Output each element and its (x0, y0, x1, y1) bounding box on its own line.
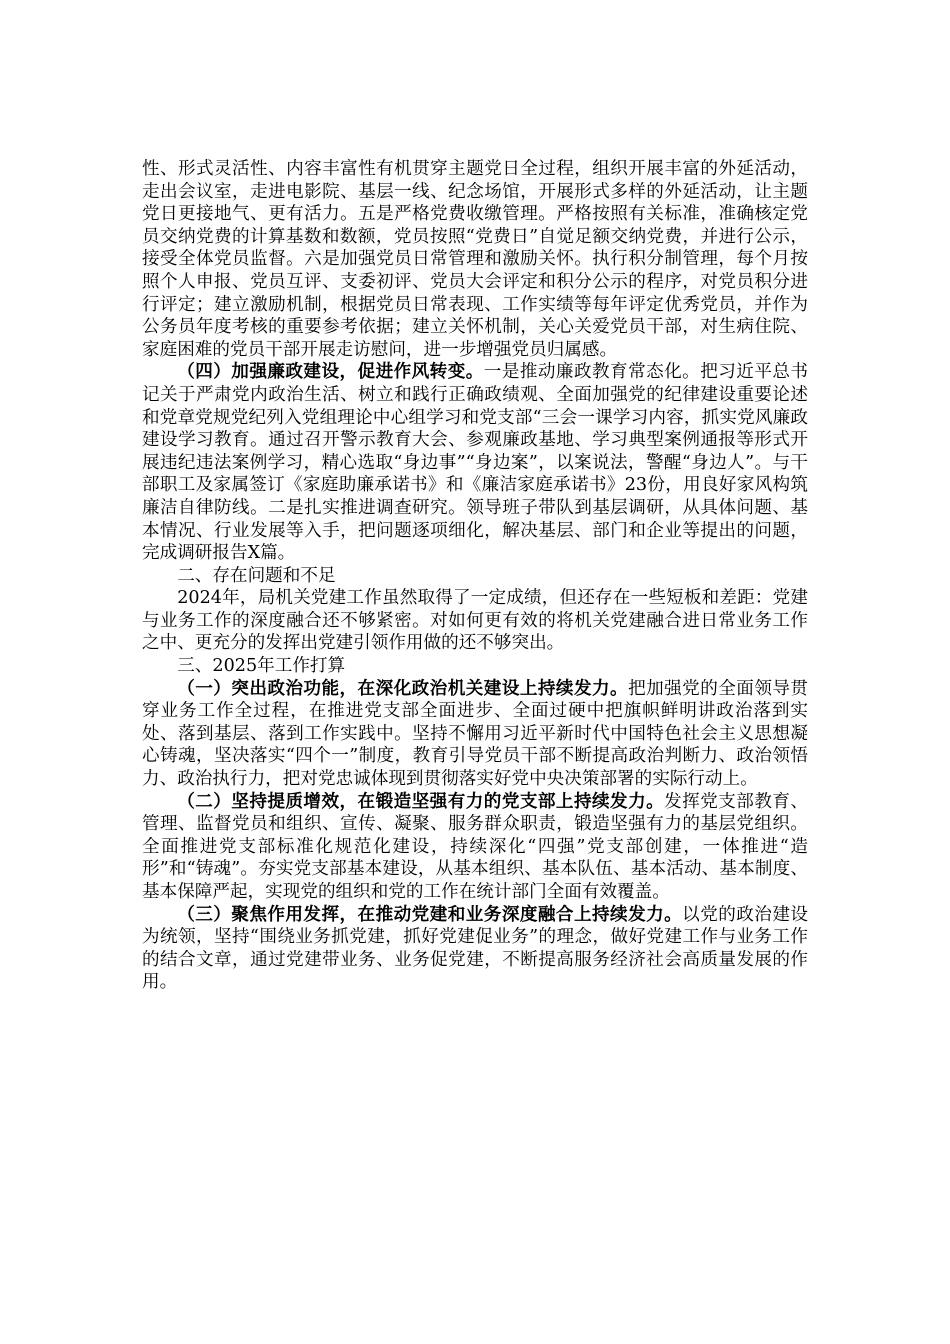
paragraph-section-3-3 (142, 904, 808, 994)
paragraph-text: 性、形式灵活性、内容丰富性有机贯穿主题党日全过程，组织开展丰富的外延活动，走出会议室，走进电影院、基层一线、纪念场馆，开展形式多样的外延活动，让主题党日更接地气、更有活力。五是严格党费收缴管理。严格按照有关标准，准确核定党员交纳党费的计算基数和数额，党员按照“党费日”自觉足额交纳党费，并进行公示，接受全体党员监督。六是加强党员日常管理和激励关怀。执行积分制管理，每个月按照个人申报、党员互评、支委初评、党员大会评定和积分公示的程序，对党员积分进行评定；建立激励机制，根据党员日常表现、工作实绩等每年评定优秀党员，并作为公务员年度考核的重要参考依据；建立关怀机制，关心关爱党员干部，对生病住院、家庭困难的党员干部开展走访慰问，进一步增强党员归属感。 (142, 159, 808, 360)
paragraph-section-1-4 (142, 361, 808, 564)
section-heading-2: 二、存在问题和不足 (177, 565, 336, 586)
document-page (142, 158, 808, 994)
paragraph-lead: （二）坚持提质增效，在锻造坚强有力的党支部上持续发力。 (177, 790, 665, 812)
paragraph-lead: （三）聚焦作用发挥，在推动党建和业务深度融合上持续发力。 (177, 903, 683, 925)
paragraph-text: 发挥党支部教育、管理、监督党员和组织、宣传、凝聚、服务群众职责，锻造坚强有力的基层党组织。全面推进党支部标准化规范化建设，持续深化“四强”党支部创建，一体推进“造形”和“铸魂”。夯实党支部基本建设，从基本组织、基本队伍、基本活动、基本制度、基本保障严起，实现党的组织和党的工作在统计部门全面有效覆盖。 (142, 791, 808, 902)
paragraph-lead: （一）突出政治功能，在深化政治机关建设上持续发力。 (177, 677, 629, 699)
paragraph-continued (142, 158, 808, 361)
paragraph-text: 2024年，局机关党建工作虽然取得了一定成绩，但还存在一些短板和差距：党建与业务工作的深度融合还不够紧密。对如何更有效的将机关党建融合进日常业务工作之中、更充分的发挥出党建引领作用做的还不够突出。 (142, 588, 808, 654)
paragraph-lead: （四）加强廉政建设，促进作风转变。 (177, 361, 484, 383)
paragraph-section-2 (142, 587, 808, 655)
paragraph-text: 把加强党的全面领导贯穿业务工作全过程，在推进党支部全面进步、全面过硬中把旗帜鲜明讲政治落到实处、落到基层、落到工作实践中。坚持不懈用习近平新时代中国特色社会主义思想凝心铸魂，坚决落实“四个一”制度，教育引导党员干部不断提高政治判断力、政治领悟力、政治执行力，把对党忠诚体现到贯彻落实好党中央决策部署的实际行动上。 (142, 678, 808, 790)
paragraph-text: 以党的政治建设为统领，坚持“围绕业务抓党建，抓好党建促业务”的理念，做好党建工作与业务工作的结合文章，通过党建带业务、业务促党建，不断提高服务经济社会高质量发展的作用。 (142, 904, 808, 993)
paragraph-section-3-2 (142, 791, 808, 904)
paragraph-section-3-1 (142, 678, 808, 791)
section-heading-3: 三、2025年工作打算 (177, 656, 346, 677)
paragraph-text: 一是推动廉政教育常态化。把习近平总书记关于严肃党内政治生活、树立和践行正确政绩观、全面加强党的纪律建设重要论述和党章党规党纪列入党组理论中心组学习和党支部“三会一课学习内容，抓实党风廉政建设学习教育。通过召开警示教育大会、参观廉政基地、学习典型案例通报等形式开展违纪违法案例学习，精心选取“身边事”“身边案”，以案说法，警醒“身边人”。与干部职工及家属签订《家庭助廉承诺书》和《廉洁家庭承诺书》23份，用良好家风构筑廉洁自律防线。二是扎实推进调查研究。领导班子带队到基层调研，从具体问题、基本情况、行业发展等入手，把问题逐项细化，解决基层、部门和企业等提出的问题，完成调研报告X篇。 (142, 362, 808, 564)
